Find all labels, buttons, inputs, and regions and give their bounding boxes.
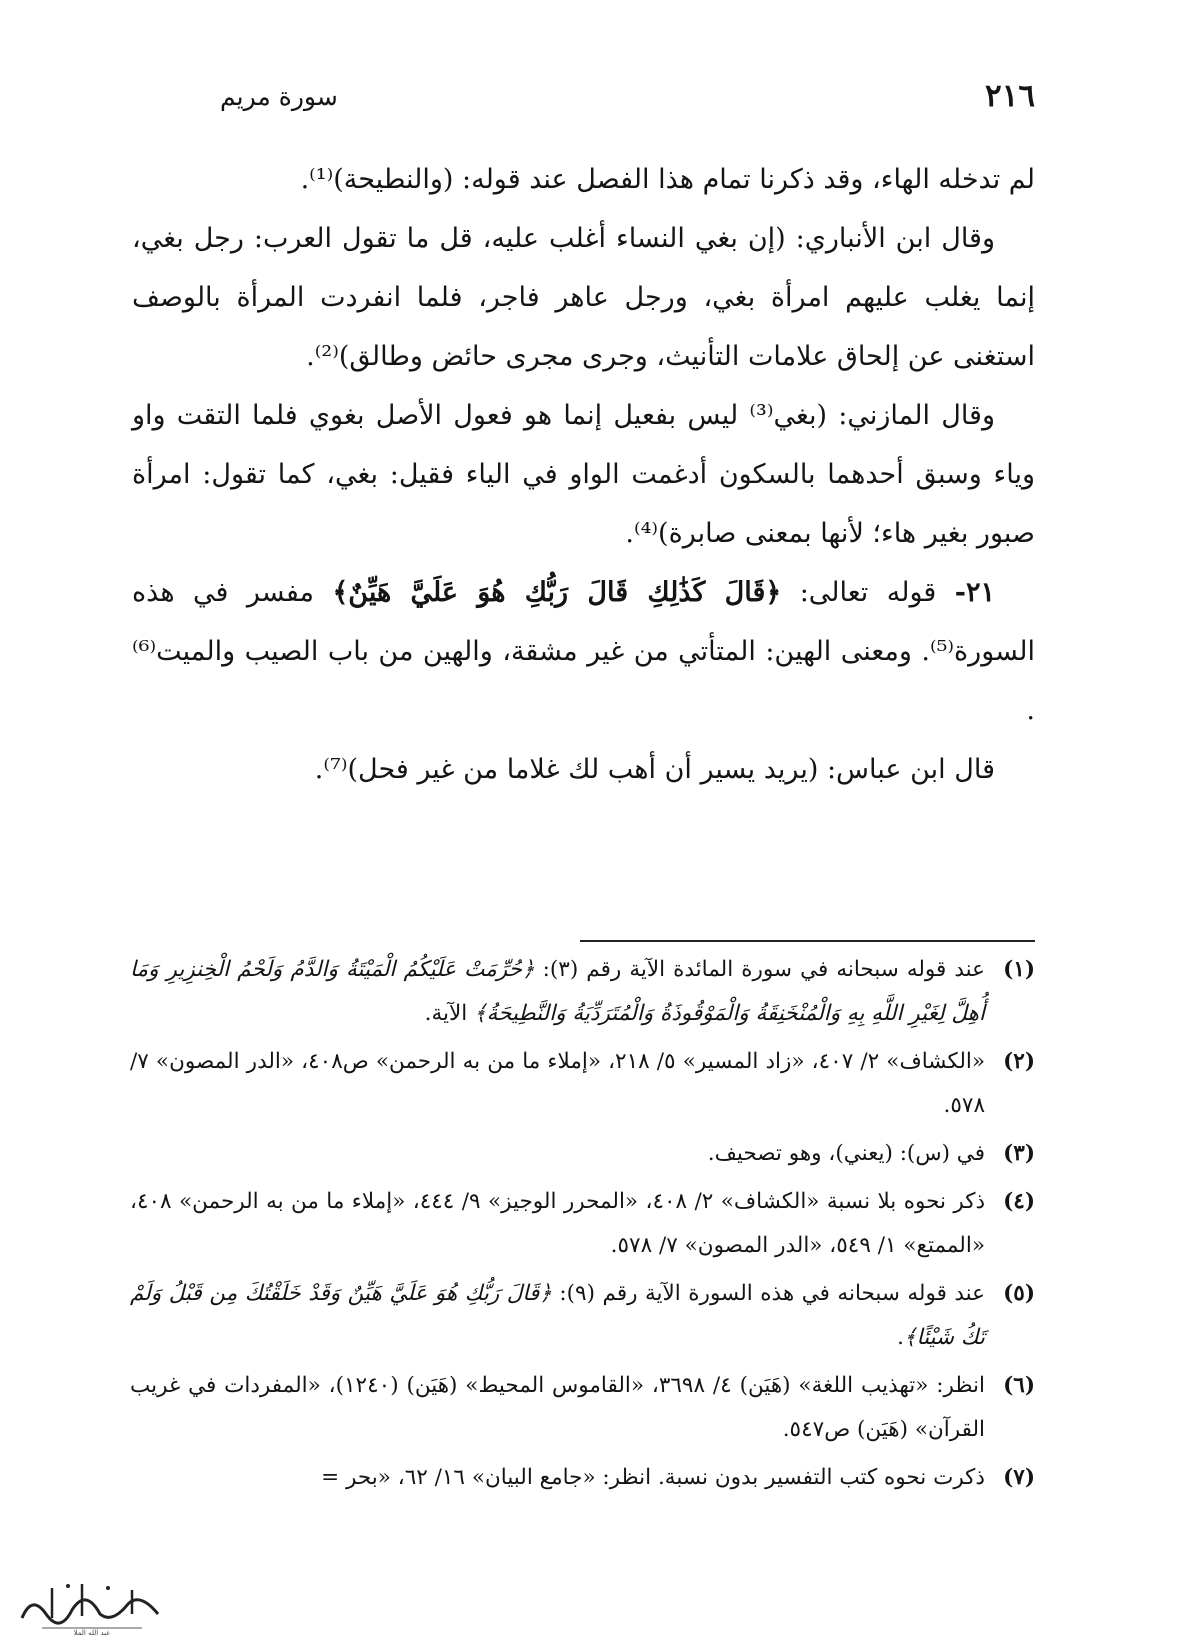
footnote-lead: عند قوله سبحانه في سورة المائدة الآية رقم (٣): xyxy=(542,957,985,982)
footnote-lead: عند قوله سبحانه في هذه السورة الآية رقم (٩): xyxy=(559,1281,986,1306)
footnote-text: انظر: «تهذيب اللغة» (هَيَن) ٤/ ٣٦٩٨، «القاموس المحيط» (هَيَن) (١٢٤٠)، «المفردات في غريب القرآن» (هَيَن) ص٥٤٧. xyxy=(130,1373,985,1442)
paragraph-1: لم تدخله الهاء، وقد ذكرنا تمام هذا الفصل عند قوله: (والنطيحة)⁽¹⁾. xyxy=(300,164,1035,195)
logo-subtext: عبد الله الملا xyxy=(73,1629,111,1636)
footnote-number: (١) xyxy=(1003,957,1035,982)
footnote xyxy=(130,1456,1035,1500)
footnote xyxy=(130,1040,1035,1128)
footnote-number: (٤) xyxy=(1003,1189,1035,1214)
footnote-text: في (س): (يعني)، وهو تصحيف. xyxy=(707,1141,985,1166)
footnote-text xyxy=(130,948,985,1036)
verse-lead: قوله تعالى: xyxy=(799,577,937,608)
footnote-text: «الكشاف» ٢/ ٤٠٧، «زاد المسير» ٥/ ٢١٨، «إملاء ما من به الرحمن» ص٤٠٨، «الدر المصون» ٧/ ٥٧٨. xyxy=(130,1049,986,1118)
footnote xyxy=(130,1364,1035,1452)
paragraph-4 xyxy=(132,563,1035,740)
calligraphy-logo-icon xyxy=(12,1574,172,1636)
footnote xyxy=(130,1132,1035,1176)
footnote-number: (٧) xyxy=(1003,1465,1035,1490)
page-header xyxy=(150,78,1035,128)
paragraph-5: قال ابن عباس: (يريد يسير أن أهب لك غلاما من غير فحل)⁽⁷⁾. xyxy=(314,754,995,785)
running-title: سورة مريم xyxy=(220,82,338,111)
footnote-divider xyxy=(580,940,1035,942)
footnote-rest: . xyxy=(897,1325,904,1350)
footnotes xyxy=(130,948,1035,1504)
footnote-number: (٦) xyxy=(1003,1373,1035,1398)
footnote-number: (٣) xyxy=(1003,1141,1035,1166)
watermark-logo xyxy=(12,1574,172,1636)
verse-commentary: مفسر في هذه السورة⁽⁵⁾. ومعنى الهين: المتأتي من غير مشقة، والهين من باب الصيب والميت⁽⁶⁾ . xyxy=(132,577,1035,726)
page-number: ٢١٦ xyxy=(985,78,1035,114)
footnote-quran: ﴿حُرِّمَتْ عَلَيْكُمُ الْمَيْتَةُ وَالدَّمُ وَلَحْمُ الْخِنزِيرِ وَمَا أُهِلَّ لِغَيْرِ اللَّهِ بِهِ وَالْمُنْخَنِقَةُ وَالْمَوْقُوذَةُ وَالْمُتَرَدِّيَةُ وَالنَّطِيحَةُ﴾ xyxy=(130,957,985,1026)
quran-quote: ﴿قَالَ كَذَٰلِكِ قَالَ رَبُّكِ هُوَ عَلَيَّ هَيِّنٌ﴾ xyxy=(332,577,782,608)
verse-number: ٢١- xyxy=(954,577,995,608)
footnote-quran: ﴿قَالَ رَبُّكِ هُوَ عَلَيَّ هَيِّنٌ وَقَدْ خَلَقْتُكَ مِن قَبْلُ وَلَمْ تَكُ شَيْئًا﴾ xyxy=(130,1281,985,1350)
main-text xyxy=(132,150,1035,799)
paragraph-3: وقال المازني: (بغي⁽³⁾ ليس بفعيل إنما هو فعول الأصل بغوي فلما التقت واو وياء وسبق أحدهما بالسكون أدغمت الواو في الياء فقيل: بغي، كما تقول: امرأة صبور بغير هاء؛ لأنها بمعنى صابرة)⁽⁴⁾. xyxy=(132,400,1035,549)
footnote-rest: الآية. xyxy=(424,1001,468,1026)
footnote-number: (٢) xyxy=(1003,1049,1035,1074)
footnote xyxy=(130,1180,1035,1268)
logo-text: المستهد xyxy=(88,1602,92,1603)
footnote xyxy=(130,948,1035,1036)
paragraph-2: وقال ابن الأنباري: (إن بغي النساء أغلب عليه، قل ما تقول العرب: رجل بغي، إنما يغلب عليهم امرأة بغي، ورجل عاهر فاجر، فلما انفردت المرأة بالوصف استغنى عن إلحاق علامات التأنيث، وجرى مجرى حائض وطالق)⁽²⁾. xyxy=(132,223,1035,372)
footnote-text: ذكرت نحوه كتب التفسير بدون نسبة. انظر: «جامع البيان» ١٦/ ٦٢، «بحر = xyxy=(321,1465,985,1490)
footnote-text xyxy=(130,1272,985,1360)
footnote xyxy=(130,1272,1035,1360)
footnote-number: (٥) xyxy=(1003,1281,1035,1306)
footnote-text: ذكر نحوه بلا نسبة «الكشاف» ٢/ ٤٠٨، «المحرر الوجيز» ٩/ ٤٤٤، «إملاء ما من به الرحمن» ٤٠٨، «الممتع» ١/ ٥٤٩، «الدر المصون» ٧/ ٥٧٨. xyxy=(130,1189,986,1258)
